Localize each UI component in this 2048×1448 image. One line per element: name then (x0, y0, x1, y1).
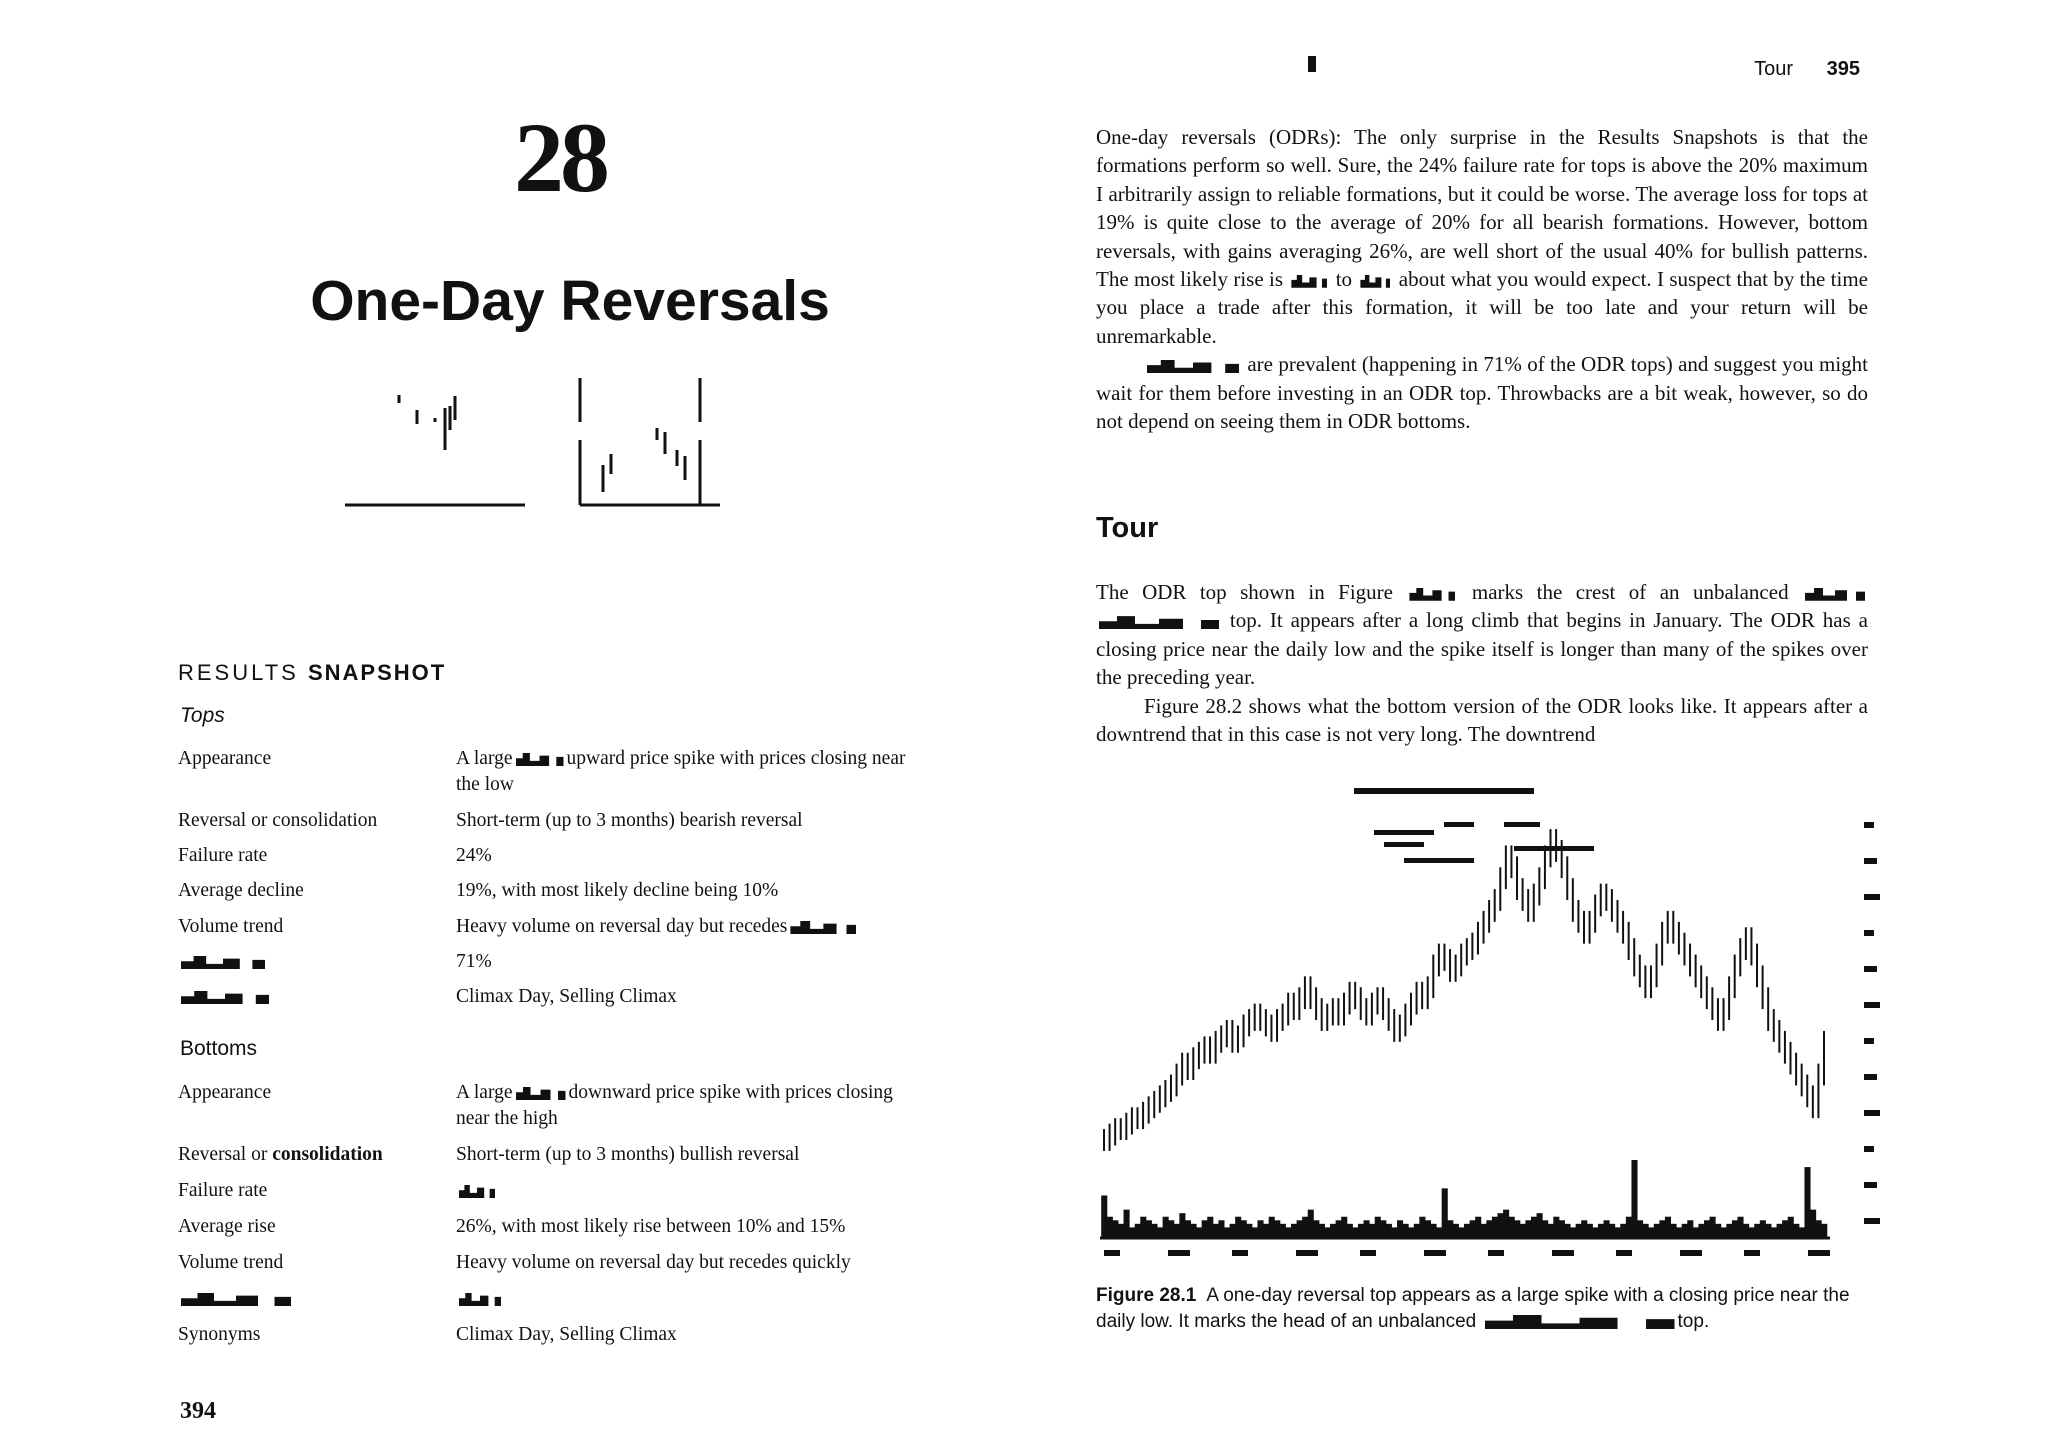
volume-bar (1397, 1220, 1403, 1238)
para1-mid: to (1335, 267, 1353, 292)
snapshot-heading (178, 660, 446, 686)
volume-bar (1202, 1220, 1208, 1238)
row-value: Climax Day, Selling Climax (456, 1324, 677, 1345)
volume-bar (1704, 1220, 1710, 1238)
volume-bar (1135, 1224, 1141, 1238)
bottoms-row-appearance (178, 1080, 938, 1132)
x-tick-label (1168, 1250, 1190, 1256)
volume-bar (1269, 1217, 1275, 1238)
volume-bar (1782, 1220, 1788, 1238)
volume-bar (1230, 1224, 1236, 1238)
x-tick-label (1808, 1250, 1830, 1256)
volume-bar (1754, 1224, 1760, 1238)
volume-bar (1503, 1210, 1509, 1238)
para1-end: about what you would expect. I suspect that by the time you place a trade after this formation, it will be too late and your return will be unremarkable. (1096, 267, 1868, 348)
volume-bar (1369, 1224, 1375, 1238)
volume-bar (1631, 1160, 1637, 1238)
chapter-title: One-Day Reversals (310, 269, 830, 333)
volume-bar (1431, 1224, 1437, 1238)
volume-bar (1358, 1224, 1364, 1238)
volume-bar (1821, 1224, 1827, 1238)
volume-bar (1313, 1220, 1319, 1238)
row-label: Appearance (178, 1082, 272, 1103)
x-tick-label (1296, 1250, 1318, 1256)
volume-bar (1291, 1224, 1297, 1238)
annotation-label (1404, 858, 1474, 863)
volume-bar (1564, 1224, 1570, 1238)
y-tick-label (1864, 1110, 1880, 1116)
volume-bar (1470, 1220, 1476, 1238)
volume-bar (1598, 1224, 1604, 1238)
x-tick-label (1552, 1250, 1574, 1256)
volume-bar (1257, 1220, 1263, 1238)
y-tick-label (1864, 858, 1877, 864)
volume-bar (1157, 1227, 1163, 1238)
x-tick-label (1744, 1250, 1760, 1256)
volume-bar (1442, 1188, 1448, 1238)
volume-bar (1732, 1220, 1738, 1238)
volume-bar (1414, 1224, 1420, 1238)
section-title: Tour (1096, 512, 1159, 544)
row-label: Reversal or consolidation (178, 810, 378, 831)
volume-bar (1191, 1224, 1197, 1238)
volume-bar (1179, 1213, 1185, 1238)
annotation-label (1444, 822, 1474, 827)
volume-bar (1626, 1217, 1632, 1238)
volume-bar (1665, 1217, 1671, 1238)
volume-bar (1224, 1227, 1230, 1238)
chapter-number: 28 (514, 102, 606, 213)
volume-bar (1570, 1227, 1576, 1238)
volume-bar (1246, 1224, 1252, 1238)
caption-text-b: top. (1677, 1311, 1710, 1332)
volume-bar (1380, 1220, 1386, 1238)
annotation-label (1374, 830, 1434, 835)
row-value (456, 746, 926, 798)
para2-text: are prevalent (happening in 71% of the ODR tops) and suggest you might wait for them before investing in an ODR top. Throwbacks are a bit weak, however, so do not depend on seeing them in ODR bottoms. (1096, 352, 1868, 434)
illegible-mark (516, 753, 564, 766)
row-value (456, 1286, 926, 1312)
figure-28-1-chart (1084, 780, 1904, 1280)
volume-bar (1302, 1217, 1308, 1238)
figure-label: Figure 28.1 (1096, 1285, 1197, 1306)
volume-bar (1252, 1227, 1258, 1238)
volume-bar (1112, 1220, 1118, 1238)
volume-bar (1341, 1217, 1347, 1238)
y-tick-label (1864, 1218, 1880, 1224)
illegible-mark (1485, 1315, 1675, 1329)
volume-bar (1235, 1217, 1241, 1238)
row-label (178, 949, 448, 975)
volume-bar (1419, 1217, 1425, 1238)
para3-a: The ODR top shown in Figure (1096, 580, 1393, 604)
x-tick-label (1104, 1250, 1120, 1256)
row-value: Climax Day, Selling Climax (456, 986, 677, 1007)
y-tick-label (1864, 822, 1874, 828)
y-tick-label (1864, 1182, 1877, 1188)
volume-bar (1185, 1220, 1191, 1238)
body-text-top (1096, 123, 1868, 435)
volume-bar (1604, 1220, 1610, 1238)
volume-bar (1676, 1227, 1682, 1238)
running-head-mark (1308, 56, 1316, 72)
volume-bar (1436, 1227, 1442, 1238)
volume-bar (1425, 1220, 1431, 1238)
x-tick-label (1232, 1250, 1248, 1256)
para1-a: One-day reversals (ODRs): The only surprise in the Results Snapshots is that the formations perform so well. Sure, the 24% failure rate for tops is above the 20% maximum I arbitrarily assign to reliable formations, but it could be worse. The average loss for tops at 19% is quite close to the average of 20% for all bearish formations. However, bottom reversals, with gains averaging 26%, are well short of the usual 40% for bullish patterns. The most likely rise is (1096, 125, 1868, 292)
label-pre: Reversal or (178, 1144, 268, 1165)
volume-bar (1514, 1220, 1520, 1238)
row-label: Average decline (178, 880, 304, 901)
volume-bar (1525, 1220, 1531, 1238)
volume-bar (1765, 1224, 1771, 1238)
volume-bar (1280, 1224, 1286, 1238)
volume-bar (1129, 1227, 1135, 1238)
volume-bar (1810, 1210, 1816, 1238)
volume-bar (1637, 1220, 1643, 1238)
row-value: 19%, with most likely decline being 10% (456, 880, 779, 901)
volume-bar (1654, 1224, 1660, 1238)
volume-bar (1749, 1227, 1755, 1238)
row-label: Volume trend (178, 1252, 284, 1273)
figure-caption (1096, 1283, 1876, 1335)
caption-text-a: A one-day reversal top appears as a large spike with a closing price near the daily low. It marks the head of an unbalanced (1096, 1285, 1850, 1332)
volume-bar (1168, 1220, 1174, 1238)
volume-bar (1218, 1220, 1224, 1238)
volume-bar (1520, 1224, 1526, 1238)
value-pre: A large (456, 748, 513, 769)
y-tick-label (1864, 930, 1874, 936)
volume-bar (1486, 1220, 1492, 1238)
volume-bar (1693, 1227, 1699, 1238)
illegible-mark (516, 1087, 566, 1100)
volume-bar (1308, 1210, 1314, 1238)
volume-bar (1587, 1224, 1593, 1238)
volume-bar (1101, 1195, 1107, 1238)
running-head-title: Tour (1754, 58, 1794, 80)
volume-bar (1207, 1217, 1213, 1238)
volume-bar (1615, 1227, 1621, 1238)
paragraph-3 (1096, 578, 1868, 692)
volume-bar (1788, 1217, 1794, 1238)
page-number-left: 394 (180, 1398, 216, 1424)
running-head (1754, 58, 1860, 81)
y-tick-label (1864, 894, 1880, 900)
value-pre: A large (456, 1082, 513, 1103)
x-tick-label (1424, 1250, 1446, 1256)
volume-bar (1581, 1220, 1587, 1238)
volume-bar (1726, 1224, 1732, 1238)
illegible-mark (1805, 588, 1865, 601)
volume-bar (1324, 1227, 1330, 1238)
volume-bar (1799, 1227, 1805, 1238)
row-value (456, 914, 926, 940)
annotation-label (1514, 846, 1594, 851)
volume-bar (1118, 1224, 1124, 1238)
y-tick-label (1864, 1074, 1877, 1080)
row-value: 71% (456, 951, 492, 972)
volume-bar (1107, 1217, 1113, 1238)
volume-bar (1743, 1224, 1749, 1238)
x-tick-label (1616, 1250, 1632, 1256)
volume-bar (1285, 1227, 1291, 1238)
row-label: Failure rate (178, 1180, 268, 1201)
illegible-mark (1147, 360, 1239, 373)
y-tick-label (1864, 1002, 1880, 1008)
value-post: upward price spike with prices closing near the low (456, 748, 906, 795)
illegible-mark (459, 1185, 495, 1198)
volume-bar (1174, 1224, 1180, 1238)
volume-bar (1447, 1220, 1453, 1238)
volume-bar (1682, 1224, 1688, 1238)
volume-bar (1648, 1227, 1654, 1238)
row-value (456, 1080, 926, 1132)
volume-bar (1375, 1217, 1381, 1238)
illegible-mark (1409, 588, 1455, 601)
illegible-mark (790, 921, 856, 934)
volume-bar (1793, 1224, 1799, 1238)
page-number-right: 395 (1826, 58, 1860, 80)
volume-bar (1687, 1220, 1693, 1238)
illegible-mark (1099, 616, 1219, 629)
x-tick-label (1488, 1250, 1504, 1256)
row-label: Failure rate (178, 845, 268, 866)
volume-bar (1531, 1217, 1537, 1238)
row-label (178, 1286, 448, 1312)
value-text: Heavy volume on reversal day but recedes (456, 916, 788, 937)
snapshot-heading-bold: SNAPSHOT (307, 660, 447, 685)
volume-bar (1151, 1224, 1157, 1238)
volume-bar (1364, 1220, 1370, 1238)
volume-bar (1643, 1224, 1649, 1238)
annotation-label (1354, 788, 1534, 794)
para3-c: top. It appears after a long climb that begins in January. The ODR has a closing price near the daily low and the spike itself is longer than many of the spikes over the preceding year. (1096, 608, 1869, 690)
volume-bar (1721, 1227, 1727, 1238)
volume-bar (1816, 1220, 1822, 1238)
volume-bar (1537, 1213, 1543, 1238)
volume-bar (1715, 1224, 1721, 1238)
volume-bar (1737, 1217, 1743, 1238)
bottoms-title: Bottoms (180, 1037, 258, 1060)
volume-bar (1140, 1217, 1146, 1238)
illegible-mark (181, 1293, 291, 1306)
y-tick-label (1864, 1038, 1874, 1044)
volume-bar (1710, 1217, 1716, 1238)
volume-bar (1464, 1224, 1470, 1238)
pattern-icon (345, 370, 765, 520)
volume-bar (1241, 1220, 1247, 1238)
volume-bar (1408, 1227, 1414, 1238)
row-label (178, 984, 448, 1010)
row-label: Average rise (178, 1216, 276, 1237)
volume-bar (1213, 1224, 1219, 1238)
row-value: 26%, with most likely rise between 10% and 15% (456, 1216, 846, 1237)
label-bold: consolidation (272, 1144, 383, 1165)
illegible-mark (1360, 275, 1390, 288)
volume-bar (1777, 1224, 1783, 1238)
volume-bar (1386, 1224, 1392, 1238)
volume-bar (1458, 1227, 1464, 1238)
row-value: Short-term (up to 3 months) bearish reversal (456, 810, 803, 831)
volume-bar (1620, 1224, 1626, 1238)
volume-bar (1592, 1227, 1598, 1238)
volume-bar (1542, 1220, 1548, 1238)
row-label: Synonyms (178, 1324, 261, 1345)
illegible-mark (1291, 275, 1327, 288)
row-value: Heavy volume on reversal day but recedes quickly (456, 1252, 851, 1273)
volume-bar (1671, 1224, 1677, 1238)
volume-bar (1492, 1217, 1498, 1238)
volume-bar (1548, 1224, 1554, 1238)
body-text-tour (1096, 578, 1868, 748)
volume-bar (1124, 1210, 1130, 1238)
tops-title: Tops (180, 704, 225, 727)
volume-bar (1609, 1224, 1615, 1238)
paragraph-1 (1096, 123, 1868, 350)
volume-bar (1352, 1227, 1358, 1238)
volume-bar (1347, 1224, 1353, 1238)
row-value: 24% (456, 845, 492, 866)
row-value (456, 1178, 926, 1204)
para3-b: marks the crest of an unbalanced (1471, 580, 1789, 604)
volume-bar (1559, 1220, 1565, 1238)
paragraph-4: Figure 28.2 shows what the bottom version of the ODR looks like. It appears after a downtrend that in this case is not very long. The downtrend (1096, 693, 1868, 747)
snapshot-heading-light: RESULTS (178, 660, 299, 685)
illegible-mark (459, 1293, 501, 1306)
row-value: Short-term (up to 3 months) bullish reversal (456, 1144, 800, 1165)
row-label (178, 1142, 448, 1168)
volume-bar (1698, 1224, 1704, 1238)
volume-bar (1475, 1217, 1481, 1238)
volume-bar (1576, 1224, 1582, 1238)
volume-bar (1163, 1217, 1169, 1238)
volume-bar (1146, 1220, 1152, 1238)
annotation-label (1384, 842, 1424, 847)
volume-bar (1453, 1224, 1459, 1238)
volume-bar (1319, 1224, 1325, 1238)
x-tick-label (1360, 1250, 1376, 1256)
row-label: Appearance (178, 748, 272, 769)
x-tick-label (1680, 1250, 1702, 1256)
volume-bar (1804, 1167, 1810, 1238)
volume-bar (1274, 1220, 1280, 1238)
volume-bar (1509, 1217, 1515, 1238)
illegible-mark (181, 956, 265, 969)
volume-bar (1771, 1227, 1777, 1238)
volume-bar (1497, 1213, 1503, 1238)
volume-bar (1196, 1227, 1202, 1238)
paragraph-2 (1096, 350, 1868, 435)
volume-bar (1553, 1217, 1559, 1238)
volume-bar (1391, 1227, 1397, 1238)
volume-bar (1760, 1220, 1766, 1238)
volume-bar (1336, 1220, 1342, 1238)
y-tick-label (1864, 966, 1877, 972)
illegible-mark (181, 991, 269, 1004)
volume-bar (1263, 1224, 1269, 1238)
annotation-label (1504, 822, 1540, 827)
volume-bar (1403, 1224, 1409, 1238)
row-label: Volume trend (178, 916, 284, 937)
volume-bar (1297, 1220, 1303, 1238)
tops-row-appearance (178, 746, 938, 798)
volume-bar (1330, 1224, 1336, 1238)
right-page (1024, 0, 2048, 1448)
value-post: downward price spike with prices closing near the high (456, 1082, 893, 1129)
volume-bar (1659, 1220, 1665, 1238)
volume-bar (1481, 1224, 1487, 1238)
y-tick-label (1864, 1146, 1874, 1152)
